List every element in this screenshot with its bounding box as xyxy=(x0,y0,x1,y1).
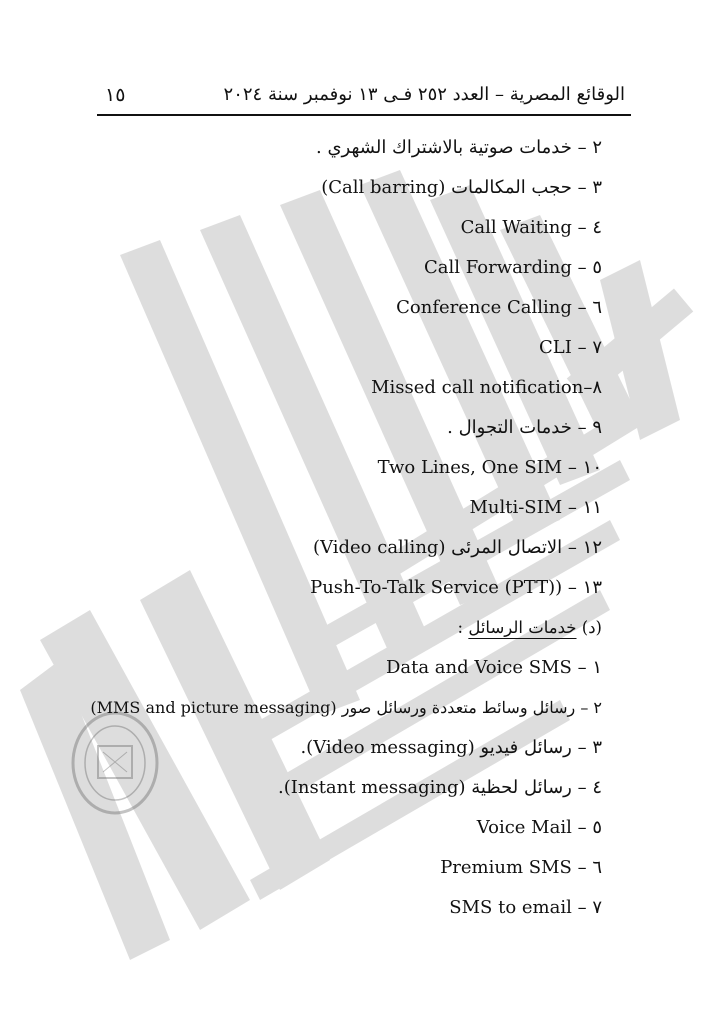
gazette-title: الوقائع المصرية – العدد ٢٥٢ فـى ١٣ نوفمبر سنة ٢٠٢٤ xyxy=(223,84,625,105)
list-item: ٩ – خدمات التجوال . xyxy=(447,417,602,438)
list-item: ٢ – رسائل وسائط متعددة ورسائل صور (MMS and picture messaging) xyxy=(90,698,602,717)
list-item: ٤ – رسائل لحظية (Instant messaging). xyxy=(278,777,602,798)
list-item: ٦ – Premium SMS xyxy=(440,857,602,878)
list-item: ١٢ – الاتصال المرئى (Video calling) xyxy=(313,537,602,558)
section-title: خدمات الرسائل xyxy=(468,618,577,637)
list-item: ١ – Data and Voice SMS xyxy=(385,657,602,678)
page-number: ١٥ xyxy=(105,84,126,106)
list-item: ٣ – حجب المكالمات (Call barring) xyxy=(321,177,602,198)
section-heading: (د) خدمات الرسائل : xyxy=(457,618,602,637)
list-item: ٢ – خدمات صوتية بالاشتراك الشهري . xyxy=(316,137,602,158)
list-item: ٦ – Conference Calling xyxy=(396,297,602,318)
list-item: ٥ – Voice Mail xyxy=(476,817,602,838)
list-item: ٨–Missed call notification xyxy=(371,377,602,398)
list-item: ٣ – رسائل فيديو (Video messaging). xyxy=(300,737,602,758)
list-item: ٧ – SMS to email xyxy=(449,897,602,918)
list-item: ١٠ – Two Lines, One SIM xyxy=(377,457,602,478)
list-item: ٥ – Call Forwarding xyxy=(424,257,602,278)
list-item: ٧ – CLI xyxy=(539,337,602,358)
services-list xyxy=(82,128,602,928)
page-header xyxy=(97,80,631,116)
list-item: ١١ – Multi-SIM xyxy=(469,497,602,518)
list-item: ١٣ – (Push-To-Talk Service (PTT) xyxy=(310,577,602,598)
list-item: ٤ – Call Waiting xyxy=(460,217,602,238)
